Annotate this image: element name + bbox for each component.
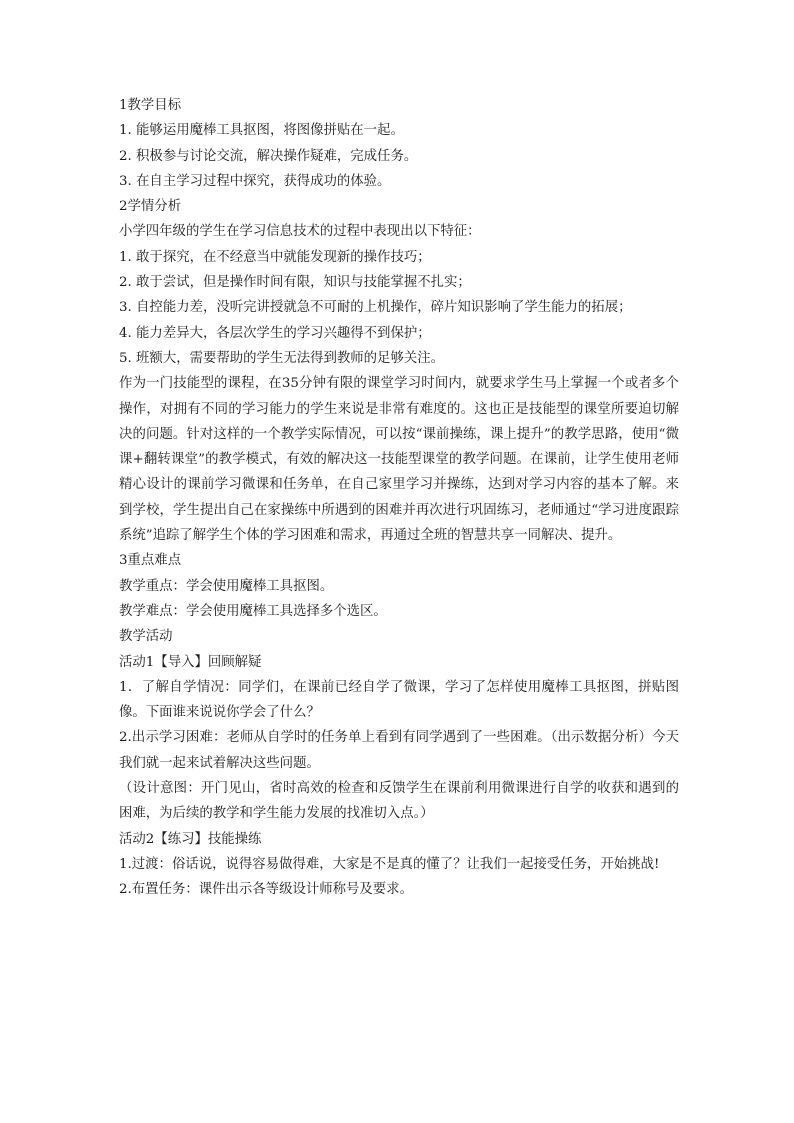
- trait-item-2: 2. 敢于尝试，但是操作时间有限，知识与技能掌握不扎实；: [119, 275, 471, 291]
- activity-2-step-2: 2.布置任务：课件出示各等级设计师称号及要求。: [119, 882, 413, 898]
- course-paragraph: 作为一门技能型的课程，在35分钟有限的课堂学习时间内，就要求学生马上掌握一个或者多个操作，对拥有不同的学习能力的学生来说是非常有难度的。这也正是技能型的课堂所要迫切解决的问题。针对这样的一个教学实际情况，可以按“课前操练，课上提升”的教学思路，使用“微课+翻转课堂”的教学模式，有效的解决这一技能型课堂的教学问题。在课前，让学生使用老师精心设计的课前学习微课和任务单，在自己家里学习并操练，达到对学习内容的基本了解。来到学校，学生提出自己在家操练中所遇到的困难并再次进行巩固练习，老师通过“学习进度跟踪系统”追踪了解学生个体的学习困难和需求，再通过全班的智慧共享一同解决、提升。: [119, 376, 679, 544]
- goal-item-2: 2. 积极参与讨论交流，解决操作疑难，完成任务。: [119, 148, 418, 164]
- difficult-point: 教学难点：学会使用魔棒工具选择多个选区。: [119, 603, 387, 619]
- goal-item-1: 1. 能够运用魔棒工具抠图，将图像拼贴在一起。: [119, 123, 404, 139]
- trait-item-1: 1. 敢于探究，在不经意当中就能发现新的操作技巧；: [119, 249, 431, 265]
- activity-2-step-1: 1.过渡：俗话说，说得容易做得难，大家是不是真的懂了？让我们一起接受任务，开始挑战!: [119, 856, 660, 872]
- document-body: [119, 93, 679, 903]
- trait-item-3: 3. 自控能力差，没听完讲授就急不可耐的上机操作，碎片知识影响了学生能力的拓展；: [119, 300, 632, 316]
- activity-1-step-1: 1．了解自学情况：同学们，在课前已经自学了微课，学习了怎样使用魔棒工具抠图，拼贴图像。下面谁来说说你学会了什么？: [119, 679, 679, 721]
- design-intent: （设计意图：开门见山，省时高效的检查和反馈学生在课前利用微课进行自学的收获和遇到的困难，为后续的教学和学生能力发展的找准切入点。）: [119, 781, 679, 822]
- heading-student-analysis: 2学情分析: [119, 199, 182, 215]
- trait-item-4: 4. 能力差异大，各层次学生的学习兴趣得不到保护；: [119, 325, 431, 341]
- analysis-intro: 小学四年级的学生在学习信息技术的过程中表现出以下特征：: [119, 224, 481, 240]
- key-point: 教学重点：学会使用魔棒工具抠图。: [119, 578, 334, 594]
- activity-1-heading: 活动1【导入】回顾解疑: [119, 654, 262, 670]
- activity-1-step-2: 2.出示学习困难：老师从自学时的任务单上看到有同学遇到了一些困难。（出示数据分析）今天我们就一起来试着解决这些问题。: [119, 730, 679, 771]
- activity-2-heading: 活动2【练习】技能操练: [119, 831, 262, 847]
- heading-teaching-activities: 教学活动: [119, 629, 173, 645]
- trait-item-5: 5. 班额大，需要帮助的学生无法得到教师的足够关注。: [119, 350, 445, 366]
- heading-teaching-goals: 1教学目标: [119, 98, 182, 113]
- goal-item-3: 3. 在自主学习过程中探究，获得成功的体验。: [119, 173, 391, 189]
- heading-key-points: 3重点难点: [119, 553, 182, 569]
